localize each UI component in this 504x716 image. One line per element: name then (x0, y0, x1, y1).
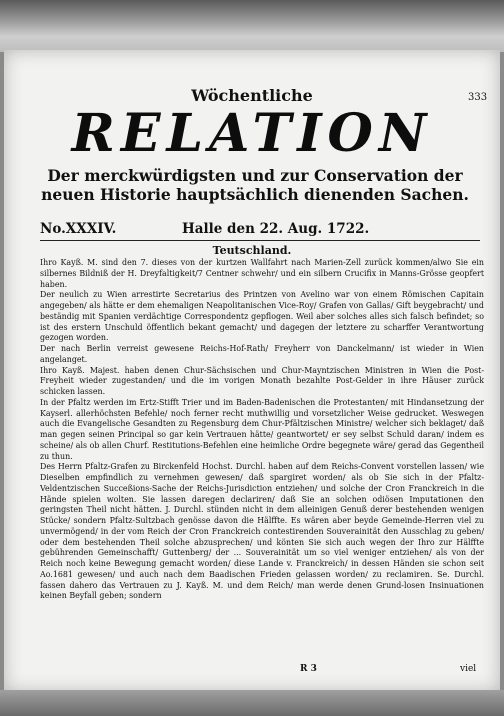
scan-border-top (0, 0, 504, 52)
masthead-title: RELATION (71, 103, 433, 164)
masthead-kicker: Wöchentliche (191, 86, 313, 105)
paragraph: Des Herrn Pfaltz-Grafen zu Birckenfeld Hochst. Durchl. haben auf dem Reichs-Convent vorstellen lassen/ wie Dieselben empfindlich zu vernehmen gewesen/ daß spargiret worden/ als ob Sie sich in der Pfaltz-Veldentzischen Succeßions-Sache der Reichs-Jurisdiction entziehen/ und solche der Cron Franckreich in die Hände spielen wolten. Sie lassen daregen declariren/ daß Sie an solchen odiösen Imputationen den geringsten Theil nicht hätten. J. Durchl. stünden nicht in dem alleinigen Genuß derer bestehenden wenigen Stücke/ sondern Pfaltz-Sultzbach genösse davon die Hälffte. Es wären aber beyde Gemeinde-Herren viel zu unvermögend/ in der vom Reich der Cron Franckreich contestirenden Souverainität den Ausschlag zu geben/ oder dem bestehenden Theil solche abzusprechen/ und könten Sie sich auch wegen der Ihro zur Hälffte gebührenden Gemeinschafft/ Guttenberg/ der ... Souverainität um so viel weniger entziehen/ als von der Reich noch keine Bewegung gemacht worden/ diese Lande v. Franckreich/ in dessen Händen sie schon seit Ao.1681 gewesen/ und auch nach dem Baadischen Frieden gelassen worden/ zu reclamiren. Se. Durchl. fassen dahero das Vertrauen zu J. Kayß. M. und dem Reich/ man werde denen Grund-losen Insinuationen keinen Beyfall geben; sondern (40, 462, 484, 601)
paragraph: In der Pfaltz werden im Ertz-Stifft Trier und im Baden-Badenischen die Protestanten/ mit Hindansetzung der Kayserl. allerhöchsten Befehle/ noch ferner recht muthwillig und vorsetzlicher Weise gedrucket. Weswegen auch die Evangelische Gesandten zu Regensburg dem Chur-Pfältzischen Ministre/ welcher sich beklaget/ daß man gegen seinen Principal so gar kein Vertrauen hätte/ geantwortet/ er sey selbst Schuld daran/ indem es scheine/ als ob allen Churf. Restitutions-Befehlen eine heimliche Ordre begegnete wäre/ gerad das Gegentheil zu thun. (40, 397, 484, 461)
paragraph: Ihro Kayß. M. sind den 7. dieses von der kurtzen Wallfahrt nach Marien-Zell zurück kommen/alwo Sie ein silbernes Bildniß der H. Dreyfaltigkeit/7 Centner schwehr/ und ein silbern Crucifix in Manns-Grösse geopfert haben. (40, 258, 484, 289)
header-rule (40, 240, 480, 241)
issue-number: No.XXXIV. (40, 221, 117, 237)
signature-mark: R 3 (300, 664, 317, 674)
page-number: 333 (468, 92, 488, 103)
scan-border-bottom (0, 690, 504, 716)
article-body (40, 258, 484, 662)
paragraph: Der nach Berlin verreist gewesene Reichs-Hof-Rath/ Freyherr von Danckelmann/ ist wieder in Wien angelanget. (40, 344, 484, 364)
masthead-subtitle: Der merckwürdigsten und zur Conservation der neuen Historie hauptsächlich dienenden Sachen. (41, 166, 469, 204)
issue-date: Halle den 22. Aug. 1722. (182, 221, 370, 237)
catchword: viel (460, 664, 477, 674)
section-heading: Teutschland. (212, 244, 292, 257)
paragraph: Ihro Kayß. Majest. haben denen Chur-Sächsischen und Chur-Mayntzischen Ministren in Wien die Post-Freyheit wieder zugestanden/ und die im vorigen Monath bezahlte Post-Gelder in ihre Häuser zurück schicken lassen. (40, 365, 484, 396)
issue-line (40, 221, 480, 239)
paragraph: Der neulich zu Wien arrestirte Secretarius des Printzen von Avelino war von einem Römischen Capitain angegeben/ als hätte er dem ehemaligen Neapolitanischen Vice-Roy/ Grafen von Gallas/ Gift beygebracht/ und beständig mit Spanien verdächtige Correspondentz gepflogen. Weil aber solches alles sich falsch befindet; so ist des erstern Unschuld öffentlich bekant gemacht/ und dagegen der letztere zu scharffer Verantwortung gezogen worden. (40, 290, 484, 343)
